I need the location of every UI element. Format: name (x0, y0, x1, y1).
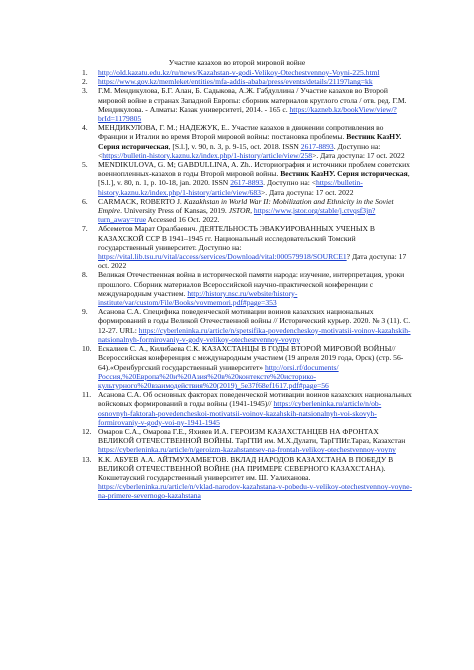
reference-number: 3. (82, 86, 88, 96)
reference-link[interactable]: https://cyberleninka.ru/article/n/geroizm-kazahstantsev-na-frontah-velikoy-otechestvennoy-voyny (98, 445, 396, 455)
reference-item (82, 160, 412, 197)
journal-name: Вестник КазНУ. Серия историческая (98, 132, 402, 151)
reference-number: 5. (82, 160, 88, 170)
reference-link[interactable]: https://cyberleninka.ru/article/n/ob-osnovnyh-faktorah-povedencheskoi-motivatsii-voinov-kazahskih-natsionalnyh-voi-skovyh-formirovaniy-v-gody-voi-ny-1941-1945 (98, 399, 382, 427)
reference-segment: CARMACK, ROBERTO J. (98, 196, 184, 206)
reference-segment: , [S.l.], v. 80, n. 1, p. 10-18, jan. 2020. ISSN (98, 169, 410, 188)
reference-text (98, 307, 412, 344)
reference-segment: ? Дата доступа: 17 oct. 2022 (98, 252, 407, 271)
reference-link[interactable]: http://history.nsc.ru/website/history-institute/var/custom/File/Books/vovmemori.pdf#page=353 (98, 288, 298, 308)
reference-number: 6. (82, 196, 88, 206)
reference-segment: . Доступно на: < (98, 141, 381, 160)
reference-number: 2. (82, 77, 88, 87)
reference-text (98, 197, 412, 225)
reference-segment: . University Press of Kansas, 2019. (120, 206, 229, 216)
reference-segment: Accessed 16 Oct. 2022. (146, 215, 220, 225)
reference-item (82, 224, 412, 270)
reference-segment: Г.М. Мендикулова, Б.Г. Алан, Б. Садыкова, А.Ж. Габдуллина / Участие казахов во Второй мировой войне в странах Западной Европы: сборник материалов круглого стола / отв. ред. Г.М. Мендикулова. - Алматы: Казак университеті, 2014. - 165 с. (98, 86, 407, 114)
reference-text (98, 270, 412, 307)
reference-link[interactable]: https://kazneb.kz/bookView/view/?brId=1179805 (98, 104, 397, 124)
reference-link[interactable]: http://old.kazatu.edu.kz/ru/news/Kazahstan-v-godi-Velikoy-Otechestvennoy-Voyni-225.html (98, 68, 380, 77)
reference-text (98, 86, 412, 123)
reference-number: 13. (82, 454, 92, 464)
reference-segment: >. Дата доступа: 17 oct. 2022 (312, 150, 405, 160)
reference-list (82, 68, 412, 501)
reference-item (82, 427, 412, 455)
reference-item (82, 270, 412, 307)
reference-segment: , (250, 206, 254, 216)
reference-segment: МЕНДИКУЛОВА, Г. М.; НАДЕЖУК, Е.. Участие казахов в движении сопротивления во Франции и Италии во время Второй мировой войны: постановка проблемы. (98, 123, 384, 142)
reference-text (98, 77, 412, 86)
reference-segment: Асанова С.А. Специфика поведенческой мотивации воинов казахских национальных формирований в годы Великой Отечественной войны // Исторический курьер. 2020. № 3 (11). С. 12-27. URL: (98, 307, 411, 335)
reference-item (82, 344, 412, 390)
reference-link[interactable]: https://www.jstor.org/stable/j.ctvqsf3jn?turn_away=true (98, 206, 376, 225)
reference-segment: >. Дата доступа: 17 oct. 2022 (260, 187, 354, 197)
reference-number: 10. (82, 344, 92, 354)
reference-link[interactable]: https://cyberleninka.ru/article/n/vklad-narodov-kazahstana-v-pobedu-v-velikoy-otechestvennoy-voyne-na-primere-severnogo-kazahstana (98, 482, 412, 501)
reference-link[interactable]: https://bulletin-history.kaznu.kz/index.php/1-history/article/view/258 (102, 150, 313, 160)
reference-segment: Абсеметов Марат Оралбаевич. ДЕЯТЕЛЬНОСТЬ ЭВАКУИРОВАННЫХ УЧЕНЫХ В КАЗАХСКОЙ ССР В 1941–1945 гг. Национальный исследовательский Томский государственный университет. Доступно на: (98, 224, 375, 252)
reference-segment: , [S.l.], v. 90, n. 3, p. 9-15, oct. 2018. ISSN (168, 141, 301, 151)
reference-number: 8. (82, 270, 88, 280)
reference-link[interactable]: https://vital.lib.tsu.ru/vital/access/services/Download/vital:000579918/SOURCE1 (98, 252, 347, 262)
reference-segment: Ескалиев С. А., Килибаева С.К. КАЗАХСТАНЦЫ В ГОДЫ ВТОРОЙ МИРОВОЙ ВОЙНЫ//Всероссийская конференция с международным участием (19 апреля 2019 года, Орск) (стр. 56-64).«Оренбургский государственный университет» (98, 344, 404, 372)
reference-number: 11. (82, 390, 92, 400)
reference-link[interactable]: https://bulletin-history.kaznu.kz/index.php/1-history/article/view/683 (98, 178, 363, 197)
reference-number: 1. (82, 68, 88, 77)
reference-text (98, 344, 412, 390)
reference-text (98, 390, 412, 427)
reference-text (98, 123, 412, 160)
reference-item (82, 86, 412, 123)
reference-item (82, 77, 412, 86)
journal-name: Вестник КазНУ. Серия историческая (280, 169, 408, 179)
italic-title: Kazakhstan in World War II: Mobilization and Ethnicity in the Soviet Empire (98, 196, 394, 216)
reference-segment: Великая Отечественная война в исторической памяти народа: изучение, интерпретация, уроки прошлого. Сборник материалов Всероссийской научно-практической конференции с международным участием. (98, 270, 405, 298)
reference-item (82, 197, 412, 225)
reference-segment: Омаров С.А., Омарова Г.Е., Яхияев И.А. ГЕРОИЗМ КАЗАХСТАНЦЕВ НА ФРОНТАХ ВЕЛИКОЙ ОТЕЧЕСТВЕННОЙ ВОЙНЫ. ТарГПИ им. М.Х.Дулати, ТарГПИг.Тараз, Казахстан (98, 426, 406, 446)
reference-number: 12. (82, 426, 92, 436)
reference-text (98, 224, 412, 270)
reference-item (82, 123, 412, 160)
reference-segment: MENDIKULOVA, G. M; GABDULLINA, A. Zh.. Историография и источники проблем советских военнопленных-казахов в годы Второй мировой войны. (98, 160, 410, 179)
reference-segment: Асанова С.А. Об основных факторах поведенческой мотивации воинов казахских национальных войсковых формирований в годы войны (1941-1945)// (98, 390, 412, 409)
reference-link[interactable]: https://cyberleninka.ru/article/n/spetsifika-povedencheskoy-motivatsii-voinov-kazahskih-natsionalnyh-formirovaniy-v-gody-velikoy-otechestvennoy-voyny (98, 325, 411, 344)
reference-item (82, 390, 412, 427)
reference-text (98, 160, 412, 197)
reference-number: 4. (82, 123, 88, 133)
reference-text (98, 427, 412, 455)
page-title: Участие казахов во второй мировой войне (168, 58, 306, 67)
reference-item (82, 68, 412, 77)
reference-item (82, 455, 412, 501)
reference-item (82, 307, 412, 344)
reference-text (98, 455, 412, 501)
reference-number: 9. (82, 307, 88, 317)
reference-link[interactable]: http://orsi.rf/documents/Россия,%20Европа%20и%20Азия%20в%20контексте%20историко-культурного%20взаимодействия%20(2019)_5e37f68ef1617.pdf#page=56 (98, 362, 339, 390)
italic-title: JSTOR (228, 206, 251, 216)
reference-text (98, 68, 412, 77)
reference-number: 7. (82, 224, 88, 234)
reference-link[interactable]: https://www.gov.kz/memleket/entities/mfa-addis-ababa/press/events/details/21197lang=kk (98, 77, 373, 87)
reference-link[interactable]: 2617-8893 (230, 178, 264, 188)
reference-link[interactable]: 2617-8893 (300, 141, 334, 151)
reference-segment: К.К. АБУЕВ А.А. АЙТМУХАМБЕТОВ. ВКЛАД НАРОДОВ КАЗАХСТАНА В ПОБЕДУ В ВЕЛИКОЙ ОТЕЧЕСТВЕННОЙ ВОЙНЕ (НА ПРИМЕРЕ СЕВЕРНОГО КАЗАХСТАНА). Кокшетауский государственный университет им. Ш. Уалиханова. (98, 454, 394, 482)
reference-segment: . Доступно на: < (263, 178, 316, 188)
